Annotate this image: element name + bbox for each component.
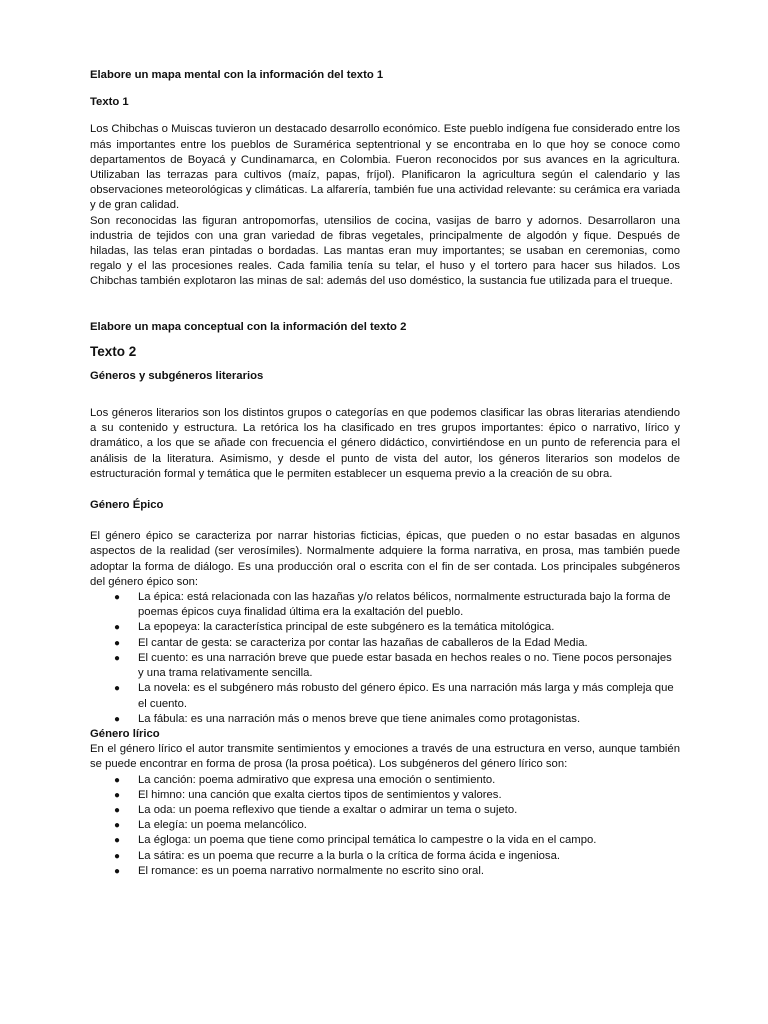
bullet-icon: ● [114, 592, 121, 604]
bullet-icon: ● [114, 774, 121, 786]
bullet-icon: ● [114, 804, 121, 816]
list-item: ● La épica: está relacionada con las hazañas y/o relatos bélicos, normalmente estructurada bajo la forma de poemas épicos cuya finalidad última era la exaltación del pueblo. [114, 591, 671, 619]
generos-title: Géneros y subgéneros literarios [90, 369, 264, 382]
texto1-title: Texto 1 [90, 96, 129, 109]
bullet-icon: ● [114, 652, 121, 664]
list-item: ● La fábula: es una narración más o menos breve que tiene animales como protagonistas. [90, 712, 680, 727]
lirico-title: Género lírico [90, 727, 160, 740]
lirico-subgenre-list [90, 773, 680, 879]
texto1-paragraph-1: Los Chibchas o Muiscas tuvieron un destacado desarrollo económico. Este pueblo indígena fue considerado entre los más importantes entre los pueblos de Suramérica septentrional y se encontraba en lo que hoy se conoce como departamentos de Boyacá y Cundinamarca, en Colombia. Fueron reconocidos por sus avances en la agricultura. Utilizaban las terrazas para cultivos (maíz, papas, fríjol). Planificaron la agricultura según el calendario y las observaciones meteorológicas y climáticas. La alfarería, también fue una actividad relevante: su cerámica era variada y de gran calidad. [90, 123, 680, 212]
list-item: ● El cuento: es una narración breve que puede estar basada en hechos reales o no. Tiene pocos personajes y una trama relativamente sencilla. [114, 651, 672, 680]
list-item: ● La canción: poema admirativo que expresa una emoción o sentimiento. [90, 773, 680, 788]
epico-subgenre-list [90, 590, 680, 727]
bullet-icon: ● [114, 713, 121, 725]
heading-mapa-mental: Elabore un mapa mental con la información del texto 1 [90, 69, 384, 81]
list-item: ● El himno: una canción que exalta ciertos tipos de sentimientos y valores. [90, 788, 680, 803]
list-item: ● La oda: un poema reflexivo que tiende a exaltar o admirar un tema o sujeto. [90, 803, 680, 818]
list-item: ● El cantar de gesta: se caracteriza por contar las hazañas de caballeros de la Edad Media. [90, 636, 680, 651]
texto1-paragraph-2: Son reconocidas las figuran antropomorfas, utensilios de cocina, vasijas de barro y adornos. Desarrollaron una industria de tejidos con una gran variedad de fibras vegetales, principalmente de algodón y fique. Después de hiladas, las telas eran pintadas o bordadas. Las mantas eran muy importantes; se usaban en ceremonias, como regalo y el las procesiones reales. Cada familia tenía su telar, el huso y el tortero para hacer sus hilados. Los Chibchas también explotaron las minas de sal: además del uso doméstico, la sustancia fue utilizada para el trueque. [90, 214, 680, 288]
bullet-icon: ● [114, 789, 121, 801]
epico-title: Género Épico [90, 499, 164, 512]
list-item: ● La sátira: es un poema que recurre a la burla o la crítica de forma ácida e ingeniosa. [90, 849, 680, 864]
texto2-title: Texto 2 [90, 343, 137, 359]
list-item: ● La égloga: un poema que tiene como principal temática lo campestre o la vida en el campo. [90, 833, 680, 848]
bullet-icon: ● [114, 637, 121, 649]
bullet-icon: ● [114, 683, 121, 695]
list-item: ● El romance: es un poema narrativo normalmente no escrito sino oral. [90, 864, 680, 879]
epico-paragraph: El género épico se caracteriza por narrar historias ficticias, épicas, que pueden o no estar basadas en algunos aspectos de la realidad (ser verosímiles). Normalmente adquiere la forma narrativa, en prosa, mas también puede adoptar la forma de diálogo. Es una producción oral o escrita con el fin de ser contada. Los principales subgéneros del género épico son: [90, 530, 680, 588]
bullet-icon: ● [114, 622, 121, 634]
lirico-paragraph: En el género lírico el autor transmite sentimientos y emociones a través de una estructura en verso, aunque también se puede encontrar en forma de prosa (la prosa poética). Los subgéneros del género lírico son: [90, 743, 680, 771]
heading-mapa-conceptual: Elabore un mapa conceptual con la información del texto 2 [90, 320, 407, 333]
bullet-icon: ● [114, 865, 121, 877]
bullet-icon: ● [114, 820, 121, 832]
list-item: ● La novela: es el subgénero más robusto del género épico. Es una narración más larga y más compleja que el cuento. [114, 682, 674, 710]
bullet-icon: ● [114, 835, 121, 847]
list-item: ● La epopeya: la característica principal de este subgénero es la temática mitológica. [90, 620, 680, 635]
generos-paragraph: Los géneros literarios son los distintos grupos o categorías en que podemos clasificar las obras literarias atendiendo a su contenido y estructura. La retórica los ha clasificado en tres grupos importantes: épico o narrativo, lírico y dramático, a los que se añade con frecuencia el género didáctico, convirtiéndose en un punto de referencia para el análisis de la literatura. Asimismo, y desde el punto de vista del autor, los géneros literarios son modelos de estructuración formal y temática que le permiten establecer un esquema previo a la creación de su obra. [90, 407, 680, 480]
list-item: ● La elegía: un poema melancólico. [90, 818, 680, 833]
bullet-icon: ● [114, 850, 121, 862]
